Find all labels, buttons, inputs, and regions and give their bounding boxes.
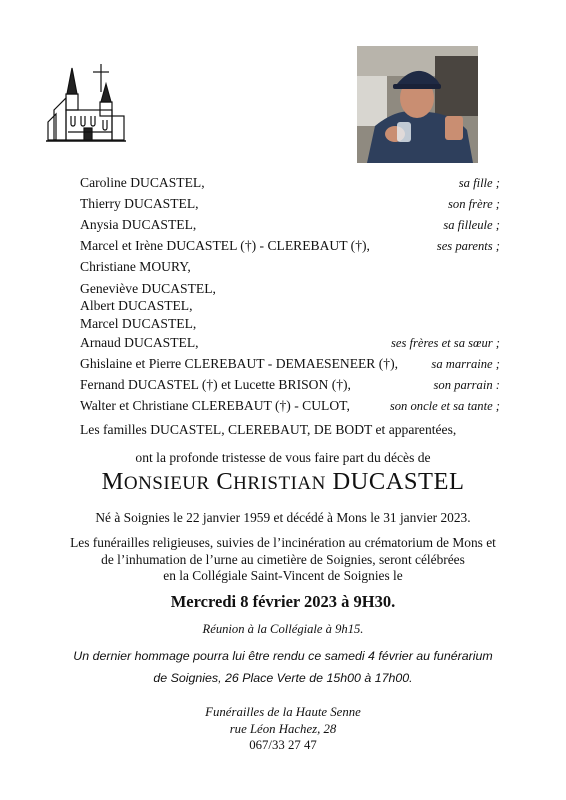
family-relation: ses parents ;: [436, 239, 500, 253]
family-relation: son parrain :: [433, 378, 500, 392]
family-member-name: Anysia DUCASTEL,: [80, 217, 197, 232]
family-member-name: Ghislaine et Pierre CLEREBAUT - DEMAESENEER (†),: [80, 356, 399, 371]
ceremony-line: en la Collégiale Saint-Vincent de Soignies le: [163, 568, 403, 583]
family-relation: ses frères et sa sœur ;: [390, 336, 500, 350]
title-initial: C: [216, 468, 234, 495]
birth-death-line: Né à Soignies le 22 janvier 1959 et décédé à Mons le 31 janvier 2023.: [95, 510, 471, 525]
funeral-home-phone: 067/33 27 47: [249, 738, 317, 752]
tribute-line: de Soignies, 26 Place Verte de 15h00 à 17h00.: [153, 671, 413, 685]
family-relation: sa marraine ;: [431, 357, 500, 371]
title-word-rest: HRISTIAN: [233, 473, 326, 494]
family-member-name: Christiane MOURY,: [80, 259, 191, 274]
family-member-name: Albert DUCASTEL,: [80, 298, 193, 313]
family-member-name: Caroline DUCASTEL,: [80, 175, 205, 190]
family-relation: son frère ;: [448, 197, 500, 211]
family-member-name: Geneviève DUCASTEL,: [80, 281, 216, 296]
title-word-rest: ONSIEUR: [123, 473, 210, 494]
ceremony-line: Les funérailles religieuses, suivies de l’incinération au crématorium de Mons et: [70, 535, 496, 550]
funeral-home-name: Funérailles de la Haute Senne: [205, 705, 361, 719]
deceased-name-title: [0, 468, 566, 496]
church-drawing-icon: [46, 62, 126, 144]
family-relation: sa filleule ;: [443, 218, 500, 232]
meeting-info: Réunion à la Collégiale à 9h15.: [202, 622, 364, 636]
title-initial: M: [101, 468, 124, 495]
title-surname: DUCASTEL: [332, 468, 465, 495]
family-relation: son oncle et sa tante ;: [389, 399, 500, 413]
portrait-photo: [357, 46, 478, 163]
funeral-home-address: rue Léon Hachez, 28: [229, 722, 337, 736]
family-member-name: Walter et Christiane CLEREBAUT (†) - CULOT,: [80, 398, 350, 413]
tribute-line: Un dernier hommage pourra lui être rendu ce samedi 4 février au funérarium: [73, 649, 493, 663]
ceremony-line: de l’inhumation de l’urne au cimetière de Soignies, seront célébrées: [101, 552, 465, 567]
family-member-name: Fernand DUCASTEL (†) et Lucette BRISON (†),: [80, 377, 351, 392]
announcement-intro: ont la profonde tristesse de vous faire part du décès de: [135, 450, 431, 465]
ceremony-date: Mercredi 8 février 2023 à 9H30.: [170, 592, 396, 611]
family-member-name: Marcel DUCASTEL,: [80, 316, 197, 331]
family-member-name: Marcel et Irène DUCASTEL (†) - CLEREBAUT (†),: [80, 238, 370, 253]
family-member-name: Les familles DUCASTEL, CLEREBAUT, DE BODT et apparentées,: [80, 422, 457, 437]
family-member-name: Thierry DUCASTEL,: [80, 196, 199, 211]
family-relation: sa fille ;: [458, 176, 500, 190]
family-member-name: Arnaud DUCASTEL,: [80, 335, 199, 350]
